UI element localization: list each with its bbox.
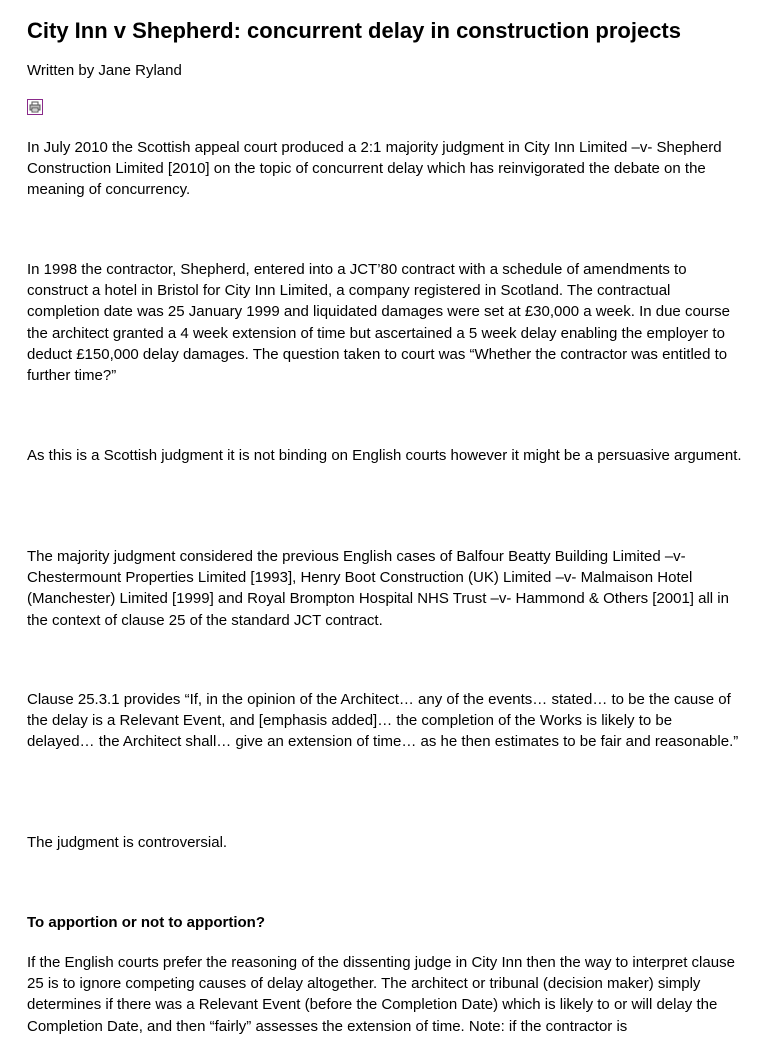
print-icon: [28, 100, 42, 114]
article-paragraph: If the English courts prefer the reasoning of the dissenting judge in City Inn then the way to interpret clause 25 is to ignore competing causes of delay altogether. The architect or tribunal (decision maker) simply determines if there was a Relevant Event (before the Completion Date) which is likely to or will delay the Completion Date, and then “fairly” assesses the extension of time. Note: if the contractor is: [27, 954, 735, 1035]
article-paragraph: Clause 25.3.1 provides “If, in the opinion of the Architect… any of the events… stated… to be the cause of the delay is a Relevant Event, and [emphasis added]… the completion of the Works is likely to be delayed… the Architect shall… give an extension of time… as he then estimates to be fair and reasonable.”: [27, 691, 739, 751]
section-heading: To apportion or not to apportion?: [27, 914, 266, 931]
article-paragraph: In July 2010 the Scottish appeal court produced a 2:1 majority judgment in City Inn Limited –v- Shepherd Construction Limited [2010] on the topic of concurrent delay which has reinvigorated the debate on the meaning of concurrency.: [27, 139, 722, 199]
article-paragraph: As this is a Scottish judgment it is not binding on English courts however it might be a persuasive argument.: [27, 447, 742, 464]
article-paragraph: In 1998 the contractor, Shepherd, entered into a JCT’80 contract with a schedule of amendments to construct a hotel in Bristol for City Inn Limited, a company registered in Scotland. The contractual completion date was 25 January 1999 and liquidated damages were set at £30,000 a week. In due course the architect granted a 4 week extension of time but ascertained a 5 week delay enabling the employer to deduct £150,000 delay damages. The question taken to court was “Whether the contractor was entitled to further time?”: [27, 261, 730, 385]
article-paragraph: The majority judgment considered the previous English cases of Balfour Beatty Building Limited –v- Chestermount Properties Limited [1993], Henry Boot Construction (UK) Limited –v- Malmaison Hotel (Manchester) Limited [1999] and Royal Brompton Hospital NHS Trust –v- Hammond & Others [2001] all in the context of clause 25 of the standard JCT contract.: [27, 548, 729, 629]
article-title: City Inn v Shepherd: concurrent delay in construction projects: [27, 18, 681, 43]
article-byline: Written by Jane Ryland: [27, 62, 182, 79]
print-button[interactable]: [27, 99, 43, 115]
article-paragraph: The judgment is controversial.: [27, 834, 228, 851]
